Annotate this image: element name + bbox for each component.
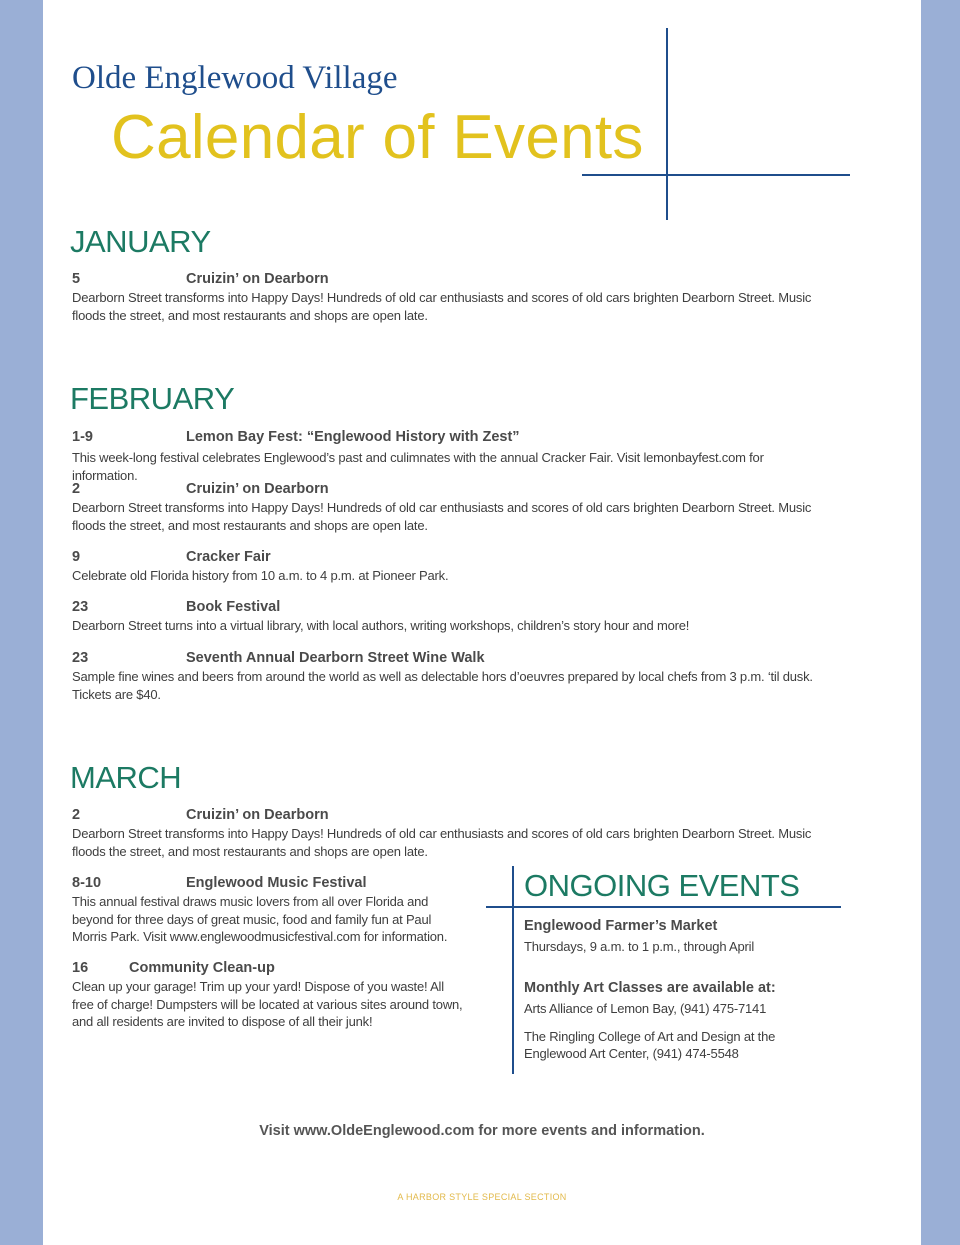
farmers-market-hours: Thursdays, 9 a.m. to 1 p.m., through April (524, 939, 755, 954)
event-date: 16 (72, 960, 89, 976)
ongoing-divider-vertical (512, 866, 514, 1074)
event-name: Lemon Bay Fest: “Englewood History with Zest” (186, 429, 520, 445)
farmers-market-heading: Englewood Farmer’s Market (524, 918, 718, 934)
art-venue-1: Arts Alliance of Lemon Bay, (941) 475-7141 (524, 1001, 767, 1016)
event-description: Sample fine wines and beers from around the world as well as delectable hors d’oeuvres prepared by local chefs from 3 p.m. ‘til dusk. Tickets are $40. (72, 669, 813, 702)
event-mar-1 (72, 807, 832, 860)
event-description: Dearborn Street transforms into Happy Days! Hundreds of old car enthusiasts and scores of old cars brighten Dearborn Street. Music floods the street, and most restaurants and shops are open late. (72, 826, 812, 859)
event-name: Cracker Fair (186, 549, 271, 565)
event-feb-5 (72, 650, 832, 703)
event-description: This annual festival draws music lovers from all over Florida and beyond for three days of great music, food and family fun at Paul Morris Park. Visit www.englewoodmusicfestival.com for information. (72, 894, 448, 944)
event-name: Cruizin’ on Dearborn (186, 271, 329, 287)
event-description: This week-long festival celebrates Englewood’s past and culimnates with the annual Cracker Fair. Visit lemonbayfest.com for information. (72, 450, 764, 483)
ongoing-divider-horizontal (486, 906, 841, 908)
event-date: 2 (72, 481, 81, 497)
event-description: Celebrate old Florida history from 10 a.m. to 4 p.m. at Pioneer Park. (72, 568, 449, 583)
divider-vertical (666, 28, 668, 220)
event-date: 23 (72, 599, 89, 615)
footer-visit-text: Visit www.OldeEnglewood.com for more events and information. (259, 1123, 705, 1139)
event-name: Seventh Annual Dearborn Street Wine Walk (186, 650, 485, 666)
art-classes (524, 980, 824, 1063)
month-heading-february: FEBRUARY (70, 381, 235, 416)
event-name: Book Festival (186, 599, 281, 615)
art-venue-2: The Ringling College of Art and Design at the Englewood Art Center, (941) 474-5548 (524, 1028, 776, 1061)
event-mar-2 (72, 875, 464, 946)
event-feb-4 (72, 599, 832, 635)
event-jan-1 (72, 271, 832, 324)
page-title: Calendar of Events (111, 103, 644, 172)
farmers-market (524, 918, 824, 956)
event-date: 1-9 (72, 429, 93, 445)
event-feb-1 (72, 429, 832, 484)
event-description: Dearborn Street transforms into Happy Days! Hundreds of old car enthusiasts and scores of old cars brighten Dearborn Street. Music floods the street, and most restaurants and shops are open late. (72, 290, 812, 323)
event-name: Community Clean-up (129, 960, 275, 976)
event-date: 23 (72, 650, 89, 666)
divider-horizontal (582, 174, 850, 176)
event-name: Cruizin’ on Dearborn (186, 481, 329, 497)
event-name: Englewood Music Festival (186, 875, 367, 891)
event-feb-2 (72, 481, 832, 534)
village-name: Olde Englewood Village (72, 60, 398, 96)
footer-tagline: A HARBOR STYLE SPECIAL SECTION (397, 1192, 567, 1202)
art-classes-heading: Monthly Art Classes are available at: (524, 980, 776, 996)
event-description: Dearborn Street transforms into Happy Days! Hundreds of old car enthusiasts and scores of old cars brighten Dearborn Street. Music floods the street, and most restaurants and shops are open late. (72, 500, 812, 533)
event-mar-3 (72, 960, 464, 1031)
event-date: 2 (72, 807, 81, 823)
event-description: Clean up your garage! Trim up your yard! Dispose of you waste! All free of charge! Dumpsters will be located at various sites around town, and all residents are invited to dispose of all their junk! (72, 979, 463, 1029)
month-heading-january: JANUARY (70, 224, 211, 259)
ongoing-events-heading: ONGOING EVENTS (524, 868, 800, 903)
month-heading-march: MARCH (70, 760, 182, 795)
event-feb-3 (72, 549, 832, 585)
page (43, 0, 921, 1245)
event-date: 9 (72, 549, 81, 565)
event-description: Dearborn Street turns into a virtual library, with local authors, writing workshops, children’s story hour and more! (72, 618, 690, 633)
event-name: Cruizin’ on Dearborn (186, 807, 329, 823)
event-date: 5 (72, 271, 81, 287)
event-date: 8-10 (72, 875, 102, 891)
